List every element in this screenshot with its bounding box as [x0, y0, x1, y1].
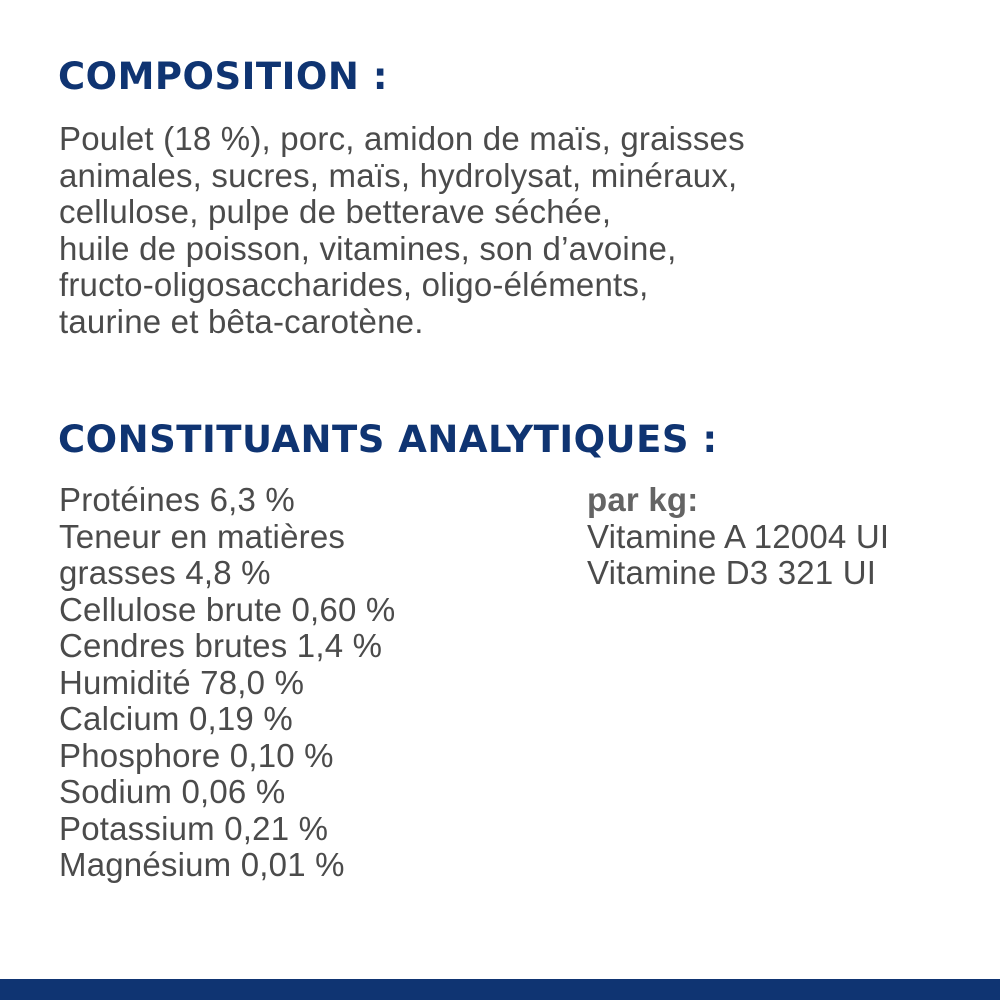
constituent-line: Protéines 6,3 % — [59, 481, 295, 518]
per-kg-label: par kg: — [587, 481, 699, 518]
composition-line: Poulet (18 %), porc, amidon de maïs, graisses — [59, 120, 745, 157]
constituent-line: Calcium 0,19 % — [59, 700, 293, 737]
vitamin-line: Vitamine D3 321 UI — [587, 554, 877, 591]
analytical-constituents-heading: CONSTITUANTS ANALYTIQUES : — [58, 418, 718, 461]
composition-line: fructo-oligosaccharides, oligo-éléments, — [59, 266, 649, 303]
composition-heading: COMPOSITION : — [58, 55, 389, 98]
vitamin-line: Vitamine A 12004 UI — [587, 517, 890, 555]
constituent-line: Sodium 0,06 % — [59, 773, 286, 810]
constituent-line: Potassium 0,21 % — [59, 809, 329, 847]
composition-line: cellulose, pulpe de betterave séchée, — [59, 193, 612, 230]
constituent-line: Cendres brutes 1,4 % — [59, 627, 383, 664]
constituent-line: Teneur en matières — [59, 517, 346, 555]
analytical-constituents-list — [59, 482, 395, 884]
composition-line: taurine et bêta-carotène. — [59, 302, 424, 340]
constituent-line: Phosphore 0,10 % — [59, 736, 334, 774]
composition-line: animales, sucres, maïs, hydrolysat, minéraux, — [59, 156, 738, 194]
composition-line: huile de poisson, vitamines, son d’avoine, — [59, 229, 677, 267]
composition-text — [59, 121, 745, 340]
bottom-brand-bar — [0, 979, 1000, 1000]
constituent-line: Humidité 78,0 % — [59, 663, 305, 701]
constituent-line: grasses 4,8 % — [59, 554, 271, 591]
per-kg-vitamins-list — [587, 482, 889, 592]
constituent-line: Magnésium 0,01 % — [59, 846, 345, 883]
constituent-line: Cellulose brute 0,60 % — [59, 590, 396, 628]
